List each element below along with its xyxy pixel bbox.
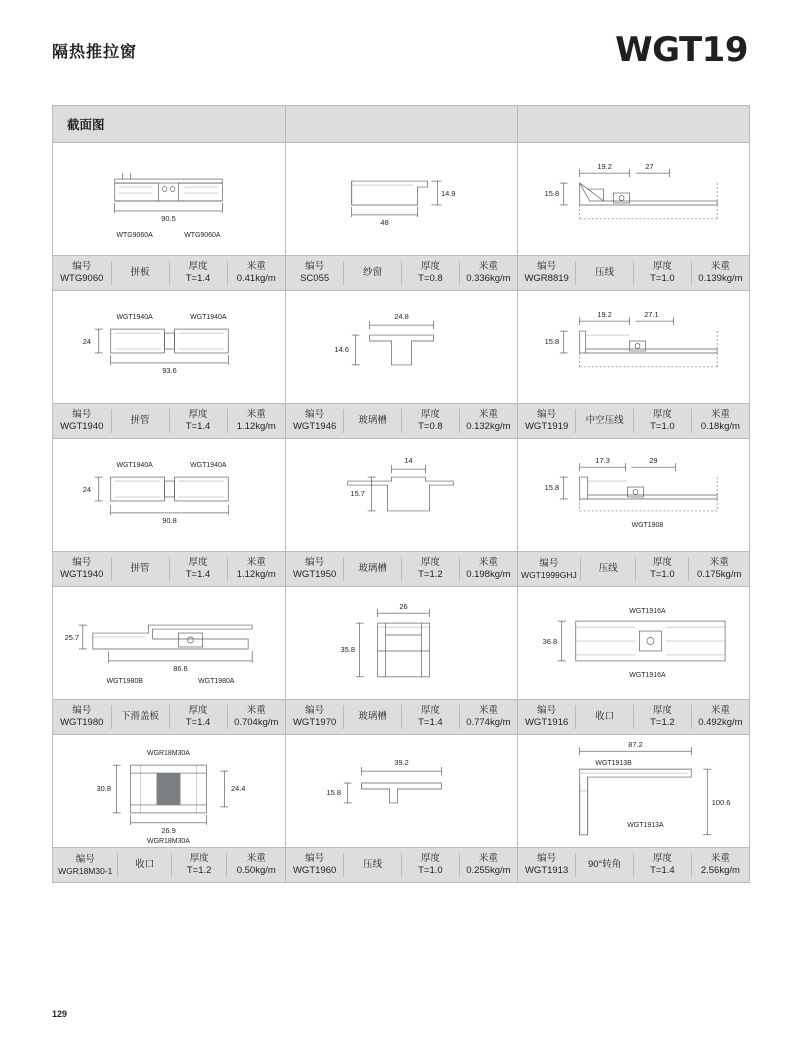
spec-thickness: T=1.0 <box>650 569 675 580</box>
svg-text:WGT1980B: WGT1980B <box>106 677 143 685</box>
spec-code-label: 编号 <box>539 557 559 569</box>
spec-name: 玻璃槽 <box>344 557 402 581</box>
svg-text:35.8: 35.8 <box>340 644 355 654</box>
spec-weight-label: 米重 <box>710 853 730 865</box>
figure-cell-1-3 <box>518 143 750 256</box>
spec-code-label: 编号 <box>305 261 325 273</box>
profile-drawing-wgr18m30-1 <box>53 735 285 847</box>
figure-cell-2-3 <box>518 291 750 404</box>
profile-drawing-wgt1950 <box>286 439 517 551</box>
svg-text:15.8: 15.8 <box>544 189 560 199</box>
spec-cell-3-2 <box>286 552 518 587</box>
spec-name: 下滑盖板 <box>111 705 169 729</box>
spec-weight-label: 米重 <box>246 261 266 273</box>
svg-text:90.8: 90.8 <box>162 515 177 525</box>
spec-code: WGR8819 <box>524 273 569 284</box>
spec-name: 玻璃槽 <box>344 409 402 433</box>
spec-name: 拼管 <box>111 409 169 433</box>
spec-code: WGR18M30-1 <box>58 865 113 876</box>
spec-name: 收口 <box>118 853 171 877</box>
profile-drawing-wgt1999ghj <box>518 439 749 551</box>
svg-text:19.2: 19.2 <box>597 310 612 320</box>
spec-cell-1-2 <box>286 256 518 291</box>
spec-cell-2-1 <box>53 404 286 439</box>
spec-code-label: 编号 <box>72 409 92 421</box>
spec-thickness-label: 厚度 <box>652 853 672 865</box>
spec-weight-label: 米重 <box>478 261 498 273</box>
spec-weight: 2.56kg/m <box>700 865 740 876</box>
profile-drawing-wgt1960 <box>286 735 517 847</box>
profile-drawing-wgt1916 <box>518 587 749 699</box>
spec-weight: 1.12kg/m <box>236 569 276 580</box>
spec-code: WGT1940 <box>60 421 104 432</box>
spec-code-label: 编号 <box>72 705 92 717</box>
spec-code-label: 编号 <box>537 705 557 717</box>
figure-cell-1-1 <box>53 143 286 256</box>
spec-name: 收口 <box>576 705 634 729</box>
svg-text:14.9: 14.9 <box>441 189 456 199</box>
profile-table-wrapper <box>52 105 749 883</box>
spec-code-label: 编号 <box>75 853 95 865</box>
svg-text:39.2: 39.2 <box>394 758 409 768</box>
spec-weight: 0.50kg/m <box>236 865 276 876</box>
page-number: 129 <box>52 1009 68 1019</box>
svg-text:24.4: 24.4 <box>230 784 246 793</box>
spec-weight-label: 米重 <box>246 409 266 421</box>
page-title: 隔热推拉窗 <box>52 43 138 61</box>
spec-weight: 0.18kg/m <box>700 421 740 432</box>
figure-cell-2-2 <box>286 291 518 404</box>
spec-weight-label: 米重 <box>478 557 498 569</box>
spec-thickness: T=1.4 <box>185 717 211 728</box>
svg-text:100.6: 100.6 <box>711 797 731 807</box>
svg-text:24.8: 24.8 <box>394 312 409 322</box>
svg-text:WGT1980A: WGT1980A <box>198 677 235 685</box>
spec-name: 压线 <box>580 557 635 581</box>
spec-cell-1-1 <box>53 256 286 291</box>
spec-thickness: T=1.2 <box>418 569 443 580</box>
svg-text:27: 27 <box>645 162 654 172</box>
svg-text:29: 29 <box>649 456 658 466</box>
spec-name: 拼板 <box>111 261 169 285</box>
spec-thickness: T=1.0 <box>650 421 675 432</box>
spec-code: WGT1916 <box>524 717 569 728</box>
svg-text:24: 24 <box>82 337 92 347</box>
spec-thickness: T=1.0 <box>650 273 675 284</box>
figure-row-3 <box>53 439 750 552</box>
spec-weight: 0.492kg/m <box>698 717 743 728</box>
svg-text:WGT1916A: WGT1916A <box>629 671 666 679</box>
spec-cell-2-3 <box>518 404 750 439</box>
spec-thickness: T=1.4 <box>650 865 675 876</box>
band-cell-2 <box>286 106 518 143</box>
figure-cell-4-3 <box>518 587 750 700</box>
spec-thickness-label: 厚度 <box>652 261 672 273</box>
spec-thickness: T=1.4 <box>418 717 443 728</box>
series-code: WGT19 <box>615 30 748 70</box>
svg-text:93.6: 93.6 <box>162 365 177 375</box>
spec-weight: 0.41kg/m <box>236 273 276 284</box>
svg-text:WGT1940A: WGT1940A <box>116 462 153 470</box>
spec-thickness: T=1.4 <box>185 273 211 284</box>
spec-thickness-label: 厚度 <box>652 705 672 717</box>
profile-drawing-wgt1970 <box>286 587 517 699</box>
svg-text:19.2: 19.2 <box>597 162 612 172</box>
spec-cell-4-3 <box>518 700 750 735</box>
spec-weight-label: 米重 <box>246 705 266 717</box>
svg-text:WTG9060A: WTG9060A <box>184 231 221 239</box>
spec-thickness: T=1.2 <box>650 717 675 728</box>
page-header <box>0 0 800 100</box>
spec-cell-4-2 <box>286 700 518 735</box>
spec-thickness-label: 厚度 <box>188 261 208 273</box>
spec-weight: 0.336kg/m <box>466 273 511 284</box>
spec-code: SC055 <box>300 273 330 284</box>
figure-cell-4-1 <box>53 587 286 700</box>
spec-row-3 <box>53 552 750 587</box>
figure-cell-2-1 <box>53 291 286 404</box>
svg-text:14: 14 <box>404 456 413 466</box>
spec-row-4 <box>53 700 750 735</box>
spec-thickness-label: 厚度 <box>188 705 208 717</box>
svg-text:36.8: 36.8 <box>542 636 558 646</box>
svg-text:90.5: 90.5 <box>161 213 176 223</box>
profile-drawing-wgr8819 <box>518 143 749 255</box>
spec-cell-3-3 <box>518 552 750 587</box>
figure-cell-5-2 <box>286 735 518 848</box>
spec-code-label: 编号 <box>305 705 325 717</box>
figure-cell-5-3 <box>518 735 750 848</box>
spec-name: 纱窗 <box>344 261 402 285</box>
svg-text:15.8: 15.8 <box>544 483 560 493</box>
spec-code-label: 编号 <box>537 261 557 273</box>
spec-code-label: 编号 <box>305 557 325 569</box>
spec-code: WGT1913 <box>524 865 569 876</box>
svg-text:17.3: 17.3 <box>595 456 610 466</box>
figure-row-5 <box>53 735 750 848</box>
spec-thickness-label: 厚度 <box>420 705 440 717</box>
spec-row-1 <box>53 256 750 291</box>
spec-row-2 <box>53 404 750 439</box>
profile-drawing-wgt1946 <box>286 291 517 403</box>
profile-drawing-wtg9060 <box>53 143 285 255</box>
spec-weight: 0.132kg/m <box>466 421 511 432</box>
svg-text:WGT1908: WGT1908 <box>631 521 664 529</box>
spec-name: 拼管 <box>111 557 169 581</box>
spec-weight: 0.704kg/m <box>234 717 279 728</box>
figure-cell-4-2 <box>286 587 518 700</box>
svg-text:WGT1940A: WGT1940A <box>116 314 153 322</box>
figure-cell-3-3 <box>518 439 750 552</box>
spec-thickness-label: 厚度 <box>188 409 208 421</box>
spec-code: WGT1919 <box>524 421 569 432</box>
spec-code-label: 编号 <box>72 261 92 273</box>
band-label: 截面图 <box>67 118 105 132</box>
svg-text:15.8: 15.8 <box>544 337 560 347</box>
spec-thickness: T=0.8 <box>418 421 443 432</box>
svg-text:86.6: 86.6 <box>173 663 188 673</box>
spec-cell-5-2 <box>286 848 518 883</box>
svg-text:15.7: 15.7 <box>350 488 365 498</box>
spec-thickness: T=0.8 <box>418 273 443 284</box>
svg-text:30.8: 30.8 <box>96 784 112 793</box>
spec-cell-1-3 <box>518 256 750 291</box>
svg-text:26.9: 26.9 <box>161 825 176 835</box>
band-cell-1 <box>53 106 286 143</box>
spec-cell-5-1 <box>53 848 286 883</box>
profile-drawing-sc055 <box>286 143 517 255</box>
figure-row-4 <box>53 587 750 700</box>
spec-thickness: T=1.4 <box>185 421 211 432</box>
svg-text:WGT1940A: WGT1940A <box>190 314 227 322</box>
svg-text:27.1: 27.1 <box>644 310 659 320</box>
spec-weight: 0.139kg/m <box>698 273 743 284</box>
spec-thickness-label: 厚度 <box>420 853 440 865</box>
spec-name: 玻璃槽 <box>344 705 402 729</box>
spec-code: WGT1950 <box>292 569 337 580</box>
spec-cell-4-1 <box>53 700 286 735</box>
spec-thickness-label: 厚度 <box>652 557 672 569</box>
svg-text:WGR18M30A: WGR18M30A <box>147 837 190 845</box>
table-band-row <box>53 106 750 143</box>
spec-name: 90°转角 <box>576 853 634 877</box>
spec-code-label: 编号 <box>72 557 92 569</box>
spec-cell-3-1 <box>53 552 286 587</box>
spec-thickness-label: 厚度 <box>188 557 208 569</box>
svg-text:24: 24 <box>82 485 92 495</box>
spec-thickness: T=1.0 <box>418 865 443 876</box>
profile-drawing-wgt1913 <box>518 735 749 847</box>
figure-row-1 <box>53 143 750 256</box>
svg-text:26: 26 <box>399 602 408 612</box>
spec-thickness-label: 厚度 <box>420 557 440 569</box>
svg-text:WGT1916A: WGT1916A <box>629 608 666 616</box>
profile-drawing-wgt1919 <box>518 291 749 403</box>
spec-name: 压线 <box>576 261 634 285</box>
spec-weight-label: 米重 <box>710 409 730 421</box>
spec-weight: 0.255kg/m <box>466 865 511 876</box>
spec-thickness: T=1.4 <box>185 569 211 580</box>
spec-weight-label: 米重 <box>478 853 498 865</box>
profile-drawing-wgt1940-b <box>53 439 285 551</box>
spec-weight-label: 米重 <box>478 705 498 717</box>
profile-drawing-wgt1980 <box>53 587 285 699</box>
svg-text:14.6: 14.6 <box>334 344 350 354</box>
spec-weight-label: 米重 <box>246 853 266 865</box>
spec-weight-label: 米重 <box>710 705 730 717</box>
svg-text:25.7: 25.7 <box>64 633 80 643</box>
spec-cell-2-2 <box>286 404 518 439</box>
spec-thickness-label: 厚度 <box>652 409 672 421</box>
svg-text:87.2: 87.2 <box>628 740 643 750</box>
svg-text:WTG9060A: WTG9060A <box>116 231 153 239</box>
spec-code-label: 编号 <box>305 409 325 421</box>
spec-weight: 0.175kg/m <box>697 569 742 580</box>
spec-weight-label: 米重 <box>478 409 498 421</box>
spec-name: 压线 <box>344 853 402 877</box>
spec-code: WGT1970 <box>292 717 337 728</box>
spec-thickness: T=1.2 <box>186 865 212 876</box>
spec-code-label: 编号 <box>537 853 557 865</box>
band-cell-3 <box>518 106 750 143</box>
spec-weight-label: 米重 <box>709 557 729 569</box>
spec-weight: 1.12kg/m <box>236 421 276 432</box>
figure-row-2 <box>53 291 750 404</box>
spec-code: WGT1946 <box>292 421 337 432</box>
figure-cell-5-1 <box>53 735 286 848</box>
spec-thickness-label: 厚度 <box>189 853 209 865</box>
svg-text:WGT1940A: WGT1940A <box>190 462 227 470</box>
spec-weight: 0.198kg/m <box>466 569 511 580</box>
svg-text:WGT1913B: WGT1913B <box>595 760 632 768</box>
spec-code: WGT1960 <box>292 865 337 876</box>
spec-weight-label: 米重 <box>710 261 730 273</box>
figure-cell-3-2 <box>286 439 518 552</box>
svg-text:WGT1913A: WGT1913A <box>627 821 664 829</box>
spec-code-label: 编号 <box>305 853 325 865</box>
svg-text:48: 48 <box>380 217 389 227</box>
spec-weight: 0.774kg/m <box>466 717 511 728</box>
spec-code: WGT1940 <box>60 569 104 580</box>
figure-cell-1-2 <box>286 143 518 256</box>
spec-code: WTG9060 <box>60 273 104 284</box>
svg-text:WGR18M30A: WGR18M30A <box>147 750 190 758</box>
spec-code: WGT1980 <box>60 717 104 728</box>
spec-thickness-label: 厚度 <box>420 409 440 421</box>
spec-name: 中空压线 <box>576 409 634 433</box>
spec-code-label: 编号 <box>537 409 557 421</box>
figure-cell-3-1 <box>53 439 286 552</box>
spec-weight-label: 米重 <box>246 557 266 569</box>
profile-table <box>52 105 750 883</box>
spec-thickness-label: 厚度 <box>420 261 440 273</box>
spec-code: WGT1999GHJ <box>521 569 577 580</box>
profile-drawing-wgt1940-a <box>53 291 285 403</box>
spec-cell-5-3 <box>518 848 750 883</box>
spec-row-5 <box>53 848 750 883</box>
svg-text:15.8: 15.8 <box>326 787 342 797</box>
